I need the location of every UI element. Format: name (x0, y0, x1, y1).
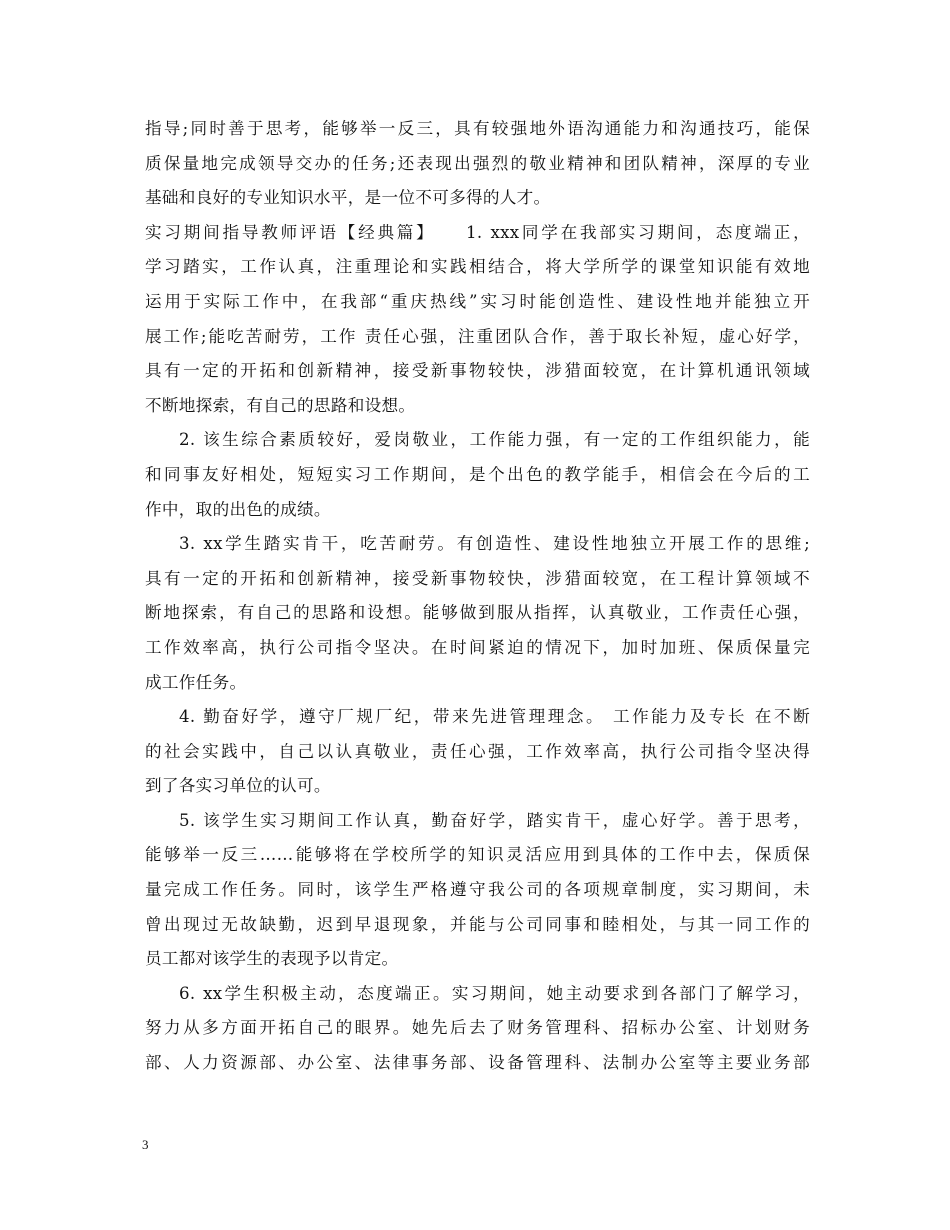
text-line: 2. 该生综合素质较好，爱岗敬业，工作能力强，有一定的工作组织能力，能 (179, 430, 810, 450)
text-line: 5. 该学生实习期间工作认真，勤奋好学，踏实肯干，虚心好学。善于思考， (179, 810, 810, 830)
text-line: 的社会实践中，自己以认真敬业，责任心强，工作效率高，执行公司指令坚决得 (145, 741, 810, 761)
text-line: 工作效率高，执行公司指令坚决。在时间紧迫的情况下，加时加班、保质保量完 (145, 637, 810, 657)
paragraph (145, 423, 810, 527)
paragraph (145, 216, 810, 424)
text-line: 断地探索，有自己的思路和设想。能够做到服从指挥，认真敬业，工作责任心强， (145, 603, 810, 623)
text-line: 部、人力资源部、办公室、法律事务部、设备管理科、法制办公室等主要业务部 (145, 1053, 810, 1073)
text-line: 6. xx学生积极主动，态度端正。实习期间，她主动要求到各部门了解学习， (179, 983, 810, 1003)
paragraph (145, 804, 810, 977)
text-line: 曾出现过无故缺勤，迟到早退现象，并能与公司同事和睦相处，与其一同工作的 (145, 914, 810, 934)
text-line: 4. 勤奋好学，遵守厂规厂纪，带来先进管理理念。 工作能力及专长 在不断 (179, 707, 810, 727)
text-line: 3. xx学生踏实肯干，吃苦耐劳。有创造性、建设性地独立开展工作的思维; (179, 534, 810, 554)
text-line: 质保量地完成领导交办的任务;还表现出强烈的敬业精神和团队精神，深厚的专业 (145, 153, 810, 173)
text-line: 努力从多方面开拓自己的眼界。她先后去了财务管理科、招标办公室、计划财务 (145, 1018, 810, 1038)
text-line: 成工作任务。 (145, 672, 247, 692)
text-line: 不断地探索，有自己的思路和设想。 (145, 395, 416, 415)
text-line: 指导;同时善于思考，能够举一反三，具有较强地外语沟通能力和沟通技巧，能保 (145, 119, 810, 138)
text-line: 员工都对该学生的表现予以肯定。 (145, 949, 399, 969)
text-line: 具有一定的开拓和创新精神，接受新事物较快，涉猎面较宽，在计算机通讯领域 (145, 361, 810, 381)
paragraph (145, 700, 810, 804)
paragraph (145, 977, 810, 1081)
text-line: 展工作;能吃苦耐劳，工作 责任心强，注重团队合作，善于取长补短，虚心好学， (145, 326, 810, 346)
document-body (145, 112, 810, 1081)
text-line: 实习期间指导教师评语【经典篇】 1. xxx同学在我部实习期间，态度端正， (145, 222, 810, 242)
paragraph (145, 112, 810, 216)
text-line: 作中，取的出色的成绩。 (145, 499, 331, 519)
text-line: 具有一定的开拓和创新精神，接受新事物较快，涉猎面较宽，在工程计算领域不 (145, 568, 810, 588)
text-line: 运用于实际工作中，在我部“重庆热线”实习时能创造性、建设性地并能独立开 (145, 291, 810, 311)
text-line: 量完成工作任务。同时，该学生严格遵守我公司的各项规章制度，实习期间，未 (145, 880, 810, 900)
text-line: 能够举一反三……能够将在学校所学的知识灵活应用到具体的工作中去，保质保 (145, 845, 810, 865)
paragraph (145, 527, 810, 700)
text-line: 基础和良好的专业知识水平，是一位不可多得的人才。 (145, 188, 551, 208)
text-line: 和同事友好相处，短短实习工作期间，是个出色的教学能手，相信会在今后的工 (145, 464, 810, 484)
text-line: 到了各实习单位的认可。 (145, 776, 331, 796)
text-line: 学习踏实，工作认真，注重理论和实践相结合，将大学所学的课堂知识能有效地 (145, 257, 810, 277)
page-number: 3 (142, 1137, 149, 1152)
